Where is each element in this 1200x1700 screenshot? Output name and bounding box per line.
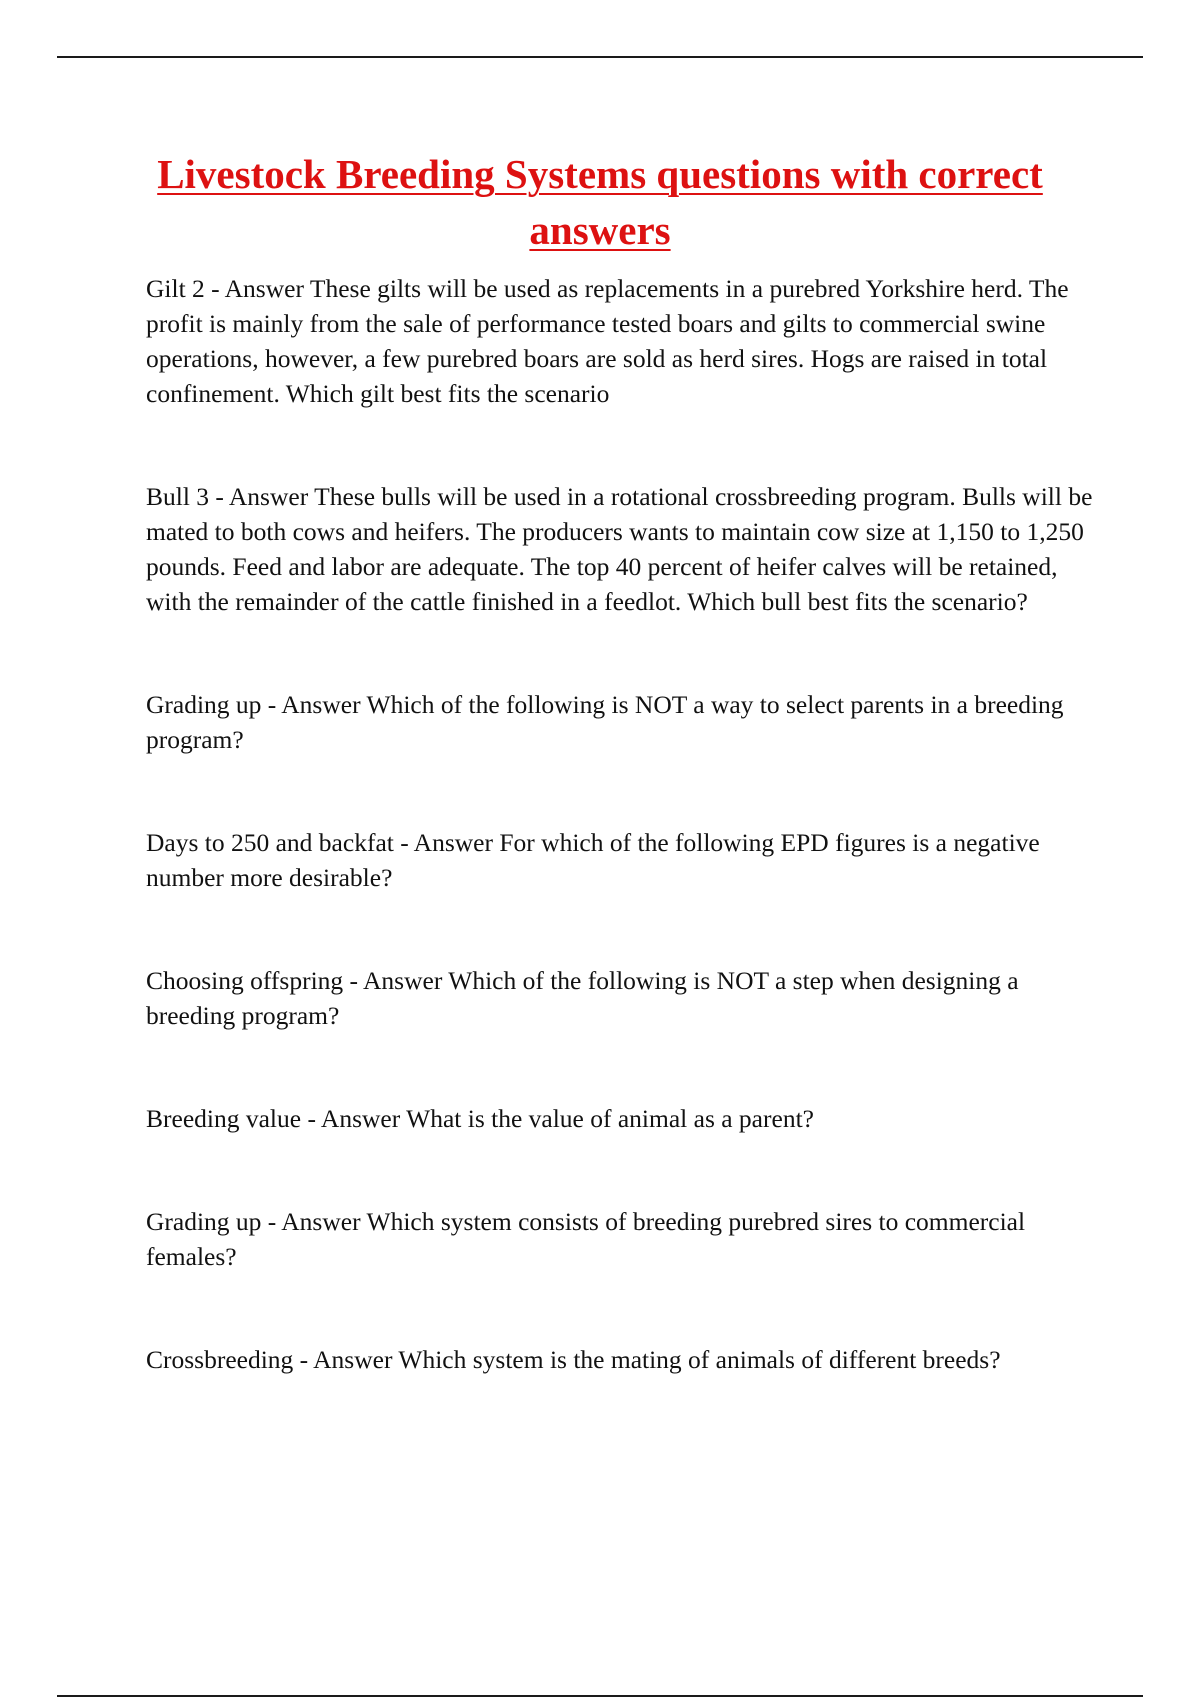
qa-answer: Grading up - Answer (146, 1207, 361, 1236)
qa-item (146, 1342, 1098, 1377)
qa-item (146, 687, 1098, 757)
qa-question: Which system consists of breeding purebred sires to commercial females? (146, 1207, 1026, 1271)
qa-answer: Grading up - Answer (146, 690, 361, 719)
qa-question: These bulls will be used in a rotational crossbreeding program. Bulls will be mated to both cows and heifers. The producers wants to maintain cow size at 1,150 to 1,250 pounds. Feed and labor are adequate. The top 40 percent of heifer calves will be retained, with the remainder of the cattle finished in a feedlot. Which bull best fits the scenario? (146, 482, 1093, 616)
qa-question: Which of the following is NOT a step when designing a breeding program? (146, 966, 1019, 1030)
qa-answer: Breeding value - Answer (146, 1104, 401, 1133)
qa-item (146, 479, 1098, 619)
qa-question: Which system is the mating of animals of different breeds? (398, 1345, 1001, 1374)
qa-item (146, 1101, 1098, 1136)
qa-question: Which of the following is NOT a way to select parents in a breeding program? (146, 690, 1064, 754)
qa-item (146, 271, 1098, 411)
qa-answer: Bull 3 - Answer (146, 482, 309, 511)
qa-question: What is the value of animal as a parent? (406, 1104, 814, 1133)
qa-item (146, 1204, 1098, 1274)
page-title: Livestock Breeding Systems questions with correct answers (157, 151, 1043, 253)
qa-answer: Days to 250 and backfat - Answer (146, 828, 493, 857)
qa-answer: Crossbreeding - Answer (146, 1345, 393, 1374)
qa-answer: Gilt 2 - Answer (146, 274, 304, 303)
qa-item (146, 825, 1098, 895)
qa-answer: Choosing offspring - Answer (146, 966, 443, 995)
qa-question: These gilts will be used as replacements in a purebred Yorkshire herd. The profit is mainly from the sale of performance tested boars and gilts to commercial swine operations, however, a few purebred boars are sold as herd sires. Hogs are raised in total confinement. Which gilt best fits the scenario (146, 274, 1069, 408)
qa-item (146, 963, 1098, 1033)
qa-list (146, 271, 1098, 1377)
qa-question: For which of the following EPD figures is a negative number more desirable? (146, 828, 1040, 892)
top-divider (57, 56, 1143, 58)
bottom-divider (57, 1695, 1143, 1697)
